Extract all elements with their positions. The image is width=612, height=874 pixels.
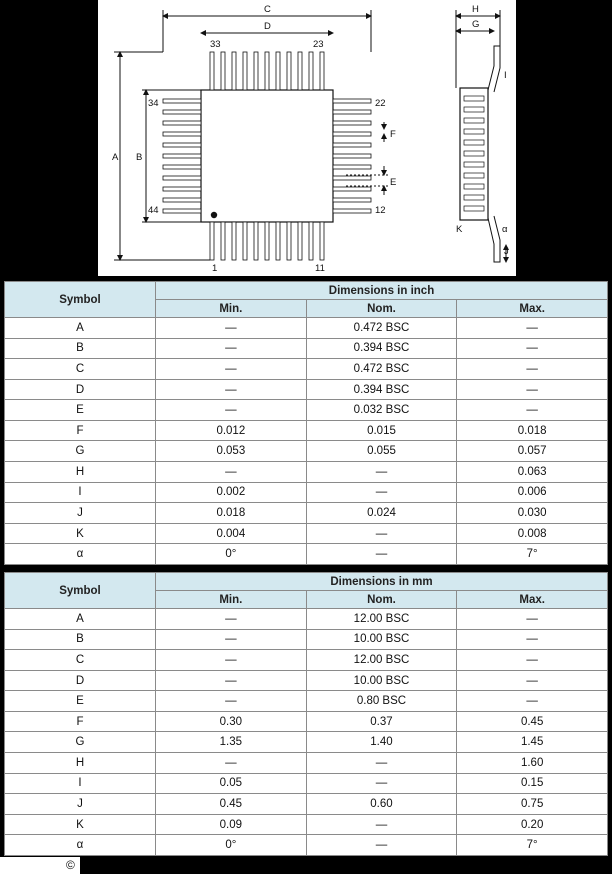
- cell-sym: C: [5, 650, 156, 671]
- pin-top: [298, 52, 302, 90]
- pin-label-22: 22: [375, 98, 386, 109]
- cell-max: —: [457, 338, 608, 359]
- cell-min: —: [156, 338, 307, 359]
- side-pin: [464, 184, 484, 189]
- pin-right: [333, 165, 371, 169]
- cell-sym: I: [5, 482, 156, 503]
- table-row: [5, 482, 608, 503]
- side-pin: [464, 151, 484, 156]
- cell-sym: A: [5, 609, 156, 630]
- side-pin: [464, 162, 484, 167]
- pin-label-11: 11: [315, 263, 325, 274]
- cell-max: 7°: [457, 544, 608, 565]
- pin-right: [333, 121, 371, 125]
- cell-nom: —: [306, 462, 457, 483]
- pin-right: [333, 209, 371, 213]
- cell-max: —: [457, 670, 608, 691]
- dim-label-j: J: [504, 246, 509, 257]
- pin-left: [163, 154, 201, 158]
- cell-nom: 0.394 BSC: [306, 379, 457, 400]
- table-row: [5, 400, 608, 421]
- pin-bottom: [276, 222, 280, 260]
- cell-nom: —: [306, 753, 457, 774]
- cell-max: 0.006: [457, 482, 608, 503]
- cell-max: 1.60: [457, 753, 608, 774]
- cell-sym: E: [5, 400, 156, 421]
- cell-nom: 0.472 BSC: [306, 318, 457, 339]
- pin-right: [333, 187, 371, 191]
- pin-left: [163, 165, 201, 169]
- symbol-header: Symbol: [5, 573, 156, 609]
- cell-nom: —: [306, 835, 457, 856]
- cell-max: —: [457, 318, 608, 339]
- cell-min: 0°: [156, 544, 307, 565]
- cell-max: 0.15: [457, 773, 608, 794]
- col-max-header: Max.: [457, 300, 608, 318]
- pin-bottom: [309, 222, 313, 260]
- cell-min: —: [156, 359, 307, 380]
- cell-sym: D: [5, 379, 156, 400]
- table-row: [5, 503, 608, 524]
- table-row: [5, 794, 608, 815]
- table-row: [5, 773, 608, 794]
- dim-label-d: D: [264, 21, 271, 32]
- cell-min: —: [156, 379, 307, 400]
- cell-min: —: [156, 318, 307, 339]
- front-view: [114, 10, 390, 260]
- cell-min: 0.05: [156, 773, 307, 794]
- table-row: [5, 318, 608, 339]
- cell-min: —: [156, 650, 307, 671]
- pin-left: [163, 121, 201, 125]
- cell-nom: 0.015: [306, 420, 457, 441]
- pin-right: [333, 99, 371, 103]
- pin-bottom: [320, 222, 324, 260]
- cell-nom: 0.394 BSC: [306, 338, 457, 359]
- pin-label-23: 23: [313, 39, 324, 50]
- table-row: [5, 338, 608, 359]
- cell-nom: —: [306, 523, 457, 544]
- cell-nom: —: [306, 814, 457, 835]
- cell-nom: 0.472 BSC: [306, 359, 457, 380]
- cell-max: 0.057: [457, 441, 608, 462]
- pin-top: [320, 52, 324, 90]
- table-row: [5, 441, 608, 462]
- side-view: [456, 10, 506, 262]
- pin-left: [163, 132, 201, 136]
- cell-max: 1.45: [457, 732, 608, 753]
- cell-min: 0.30: [156, 711, 307, 732]
- cell-min: 0.002: [156, 482, 307, 503]
- dim-label-k: K: [456, 224, 463, 235]
- cell-sym: K: [5, 814, 156, 835]
- table-row: [5, 650, 608, 671]
- cell-sym: F: [5, 711, 156, 732]
- cell-sym: G: [5, 732, 156, 753]
- pin-top: [254, 52, 258, 90]
- cell-sym: C: [5, 359, 156, 380]
- cell-nom: 12.00 BSC: [306, 609, 457, 630]
- cell-min: —: [156, 670, 307, 691]
- cell-nom: —: [306, 544, 457, 565]
- group-header: Dimensions in inch: [156, 282, 608, 300]
- cell-sym: α: [5, 835, 156, 856]
- table-row: [5, 629, 608, 650]
- cell-max: —: [457, 650, 608, 671]
- dim-label-g: G: [472, 19, 480, 30]
- cell-min: 0.004: [156, 523, 307, 544]
- table-row: [5, 835, 608, 856]
- cell-min: 0.45: [156, 794, 307, 815]
- table-row: [5, 420, 608, 441]
- pin-label-1: 1: [212, 263, 218, 274]
- cell-max: —: [457, 609, 608, 630]
- dim-label-h: H: [472, 4, 479, 15]
- pin1-dot: [211, 212, 217, 218]
- package-drawing-svg: [98, 0, 516, 276]
- side-pin: [464, 206, 484, 211]
- cell-max: 7°: [457, 835, 608, 856]
- dimensions-inch-table: [4, 281, 608, 565]
- col-nom-header: Nom.: [306, 300, 457, 318]
- dim-label-alpha: α: [502, 224, 508, 235]
- cell-nom: 10.00 BSC: [306, 629, 457, 650]
- cell-sym: B: [5, 629, 156, 650]
- cell-max: 0.20: [457, 814, 608, 835]
- side-pin: [464, 129, 484, 134]
- side-pin: [464, 118, 484, 123]
- side-pin: [464, 107, 484, 112]
- pin-top: [309, 52, 313, 90]
- cell-sym: F: [5, 420, 156, 441]
- cell-max: 0.45: [457, 711, 608, 732]
- table-row: [5, 462, 608, 483]
- package-outline-drawing: [98, 0, 516, 276]
- pin-left: [163, 143, 201, 147]
- cell-max: 0.75: [457, 794, 608, 815]
- cell-max: 0.008: [457, 523, 608, 544]
- cell-min: 0.018: [156, 503, 307, 524]
- table-row: [5, 544, 608, 565]
- table-row: [5, 359, 608, 380]
- cell-sym: α: [5, 544, 156, 565]
- cell-max: 0.018: [457, 420, 608, 441]
- pin-left: [163, 176, 201, 180]
- group-header: Dimensions in mm: [156, 573, 608, 591]
- table-row: [5, 753, 608, 774]
- table-row: [5, 711, 608, 732]
- side-lead-top: [488, 46, 500, 92]
- col-min-header: Min.: [156, 591, 307, 609]
- cell-nom: 0.032 BSC: [306, 400, 457, 421]
- col-nom-header: Nom.: [306, 591, 457, 609]
- side-pin: [464, 96, 484, 101]
- cell-nom: 12.00 BSC: [306, 650, 457, 671]
- cell-min: —: [156, 609, 307, 630]
- pin-bottom: [265, 222, 269, 260]
- table-row: [5, 670, 608, 691]
- side-lead-bottom: [488, 216, 500, 262]
- pin-left: [163, 198, 201, 202]
- dim-label-b: B: [136, 152, 143, 163]
- pin-right: [333, 110, 371, 114]
- cell-max: —: [457, 379, 608, 400]
- dim-label-i: I: [504, 70, 507, 81]
- pin-bottom: [254, 222, 258, 260]
- copyright-symbol: ©: [66, 858, 75, 872]
- pin-left: [163, 187, 201, 191]
- pin-right: [333, 154, 371, 158]
- cell-min: 0.053: [156, 441, 307, 462]
- cell-sym: J: [5, 794, 156, 815]
- cell-sym: E: [5, 691, 156, 712]
- cell-sym: A: [5, 318, 156, 339]
- cell-sym: J: [5, 503, 156, 524]
- cell-sym: I: [5, 773, 156, 794]
- cell-max: —: [457, 400, 608, 421]
- pin-left: [163, 209, 201, 213]
- col-min-header: Min.: [156, 300, 307, 318]
- table-row: [5, 379, 608, 400]
- cell-sym: G: [5, 441, 156, 462]
- pin-right: [333, 176, 371, 180]
- symbol-header: Symbol: [5, 282, 156, 318]
- pin-top: [287, 52, 291, 90]
- pin-top: [276, 52, 280, 90]
- cell-min: 1.35: [156, 732, 307, 753]
- cell-nom: 0.024: [306, 503, 457, 524]
- cell-nom: 0.60: [306, 794, 457, 815]
- dim-label-e: E: [390, 177, 397, 188]
- pin-label-34: 34: [148, 98, 159, 109]
- cell-nom: 0.37: [306, 711, 457, 732]
- cell-nom: —: [306, 773, 457, 794]
- cell-nom: 0.80 BSC: [306, 691, 457, 712]
- pin-bottom: [232, 222, 236, 260]
- dim-label-a: A: [112, 152, 119, 163]
- cell-min: 0.09: [156, 814, 307, 835]
- pin-left: [163, 99, 201, 103]
- cell-sym: D: [5, 670, 156, 691]
- pin-label-12: 12: [375, 205, 386, 216]
- cell-max: 0.063: [457, 462, 608, 483]
- cell-sym: K: [5, 523, 156, 544]
- dim-label-c: C: [264, 4, 271, 15]
- cell-sym: B: [5, 338, 156, 359]
- pin-bottom: [287, 222, 291, 260]
- cell-min: —: [156, 691, 307, 712]
- cell-min: —: [156, 753, 307, 774]
- col-max-header: Max.: [457, 591, 608, 609]
- cell-min: —: [156, 629, 307, 650]
- pin-top: [243, 52, 247, 90]
- pin-bottom: [210, 222, 214, 260]
- cell-min: —: [156, 462, 307, 483]
- dim-label-f: F: [390, 129, 396, 140]
- side-pin: [464, 173, 484, 178]
- table-row: [5, 691, 608, 712]
- dimensions-mm-table: [4, 572, 608, 856]
- cell-max: —: [457, 629, 608, 650]
- table-row: [5, 523, 608, 544]
- pin-bottom: [298, 222, 302, 260]
- table-row: [5, 732, 608, 753]
- pin-label-44: 44: [148, 205, 159, 216]
- pin-top: [221, 52, 225, 90]
- ic-body: [201, 90, 333, 222]
- cell-min: 0°: [156, 835, 307, 856]
- table-row: [5, 609, 608, 630]
- cell-nom: —: [306, 482, 457, 503]
- pin-right: [333, 143, 371, 147]
- pin-label-33: 33: [210, 39, 221, 50]
- cell-nom: 10.00 BSC: [306, 670, 457, 691]
- cell-max: —: [457, 691, 608, 712]
- cell-min: —: [156, 400, 307, 421]
- pin-bottom: [243, 222, 247, 260]
- pin-bottom: [221, 222, 225, 260]
- cell-nom: 0.055: [306, 441, 457, 462]
- copyright-footer: [0, 857, 80, 874]
- cell-nom: 1.40: [306, 732, 457, 753]
- cell-max: 0.030: [457, 503, 608, 524]
- table-row: [5, 814, 608, 835]
- cell-max: —: [457, 359, 608, 380]
- side-pin: [464, 195, 484, 200]
- pin-right: [333, 132, 371, 136]
- side-pin: [464, 140, 484, 145]
- pin-left: [163, 110, 201, 114]
- pin-top: [232, 52, 236, 90]
- pin-right: [333, 198, 371, 202]
- cell-min: 0.012: [156, 420, 307, 441]
- cell-sym: H: [5, 753, 156, 774]
- pin-top: [265, 52, 269, 90]
- cell-sym: H: [5, 462, 156, 483]
- pin-top: [210, 52, 214, 90]
